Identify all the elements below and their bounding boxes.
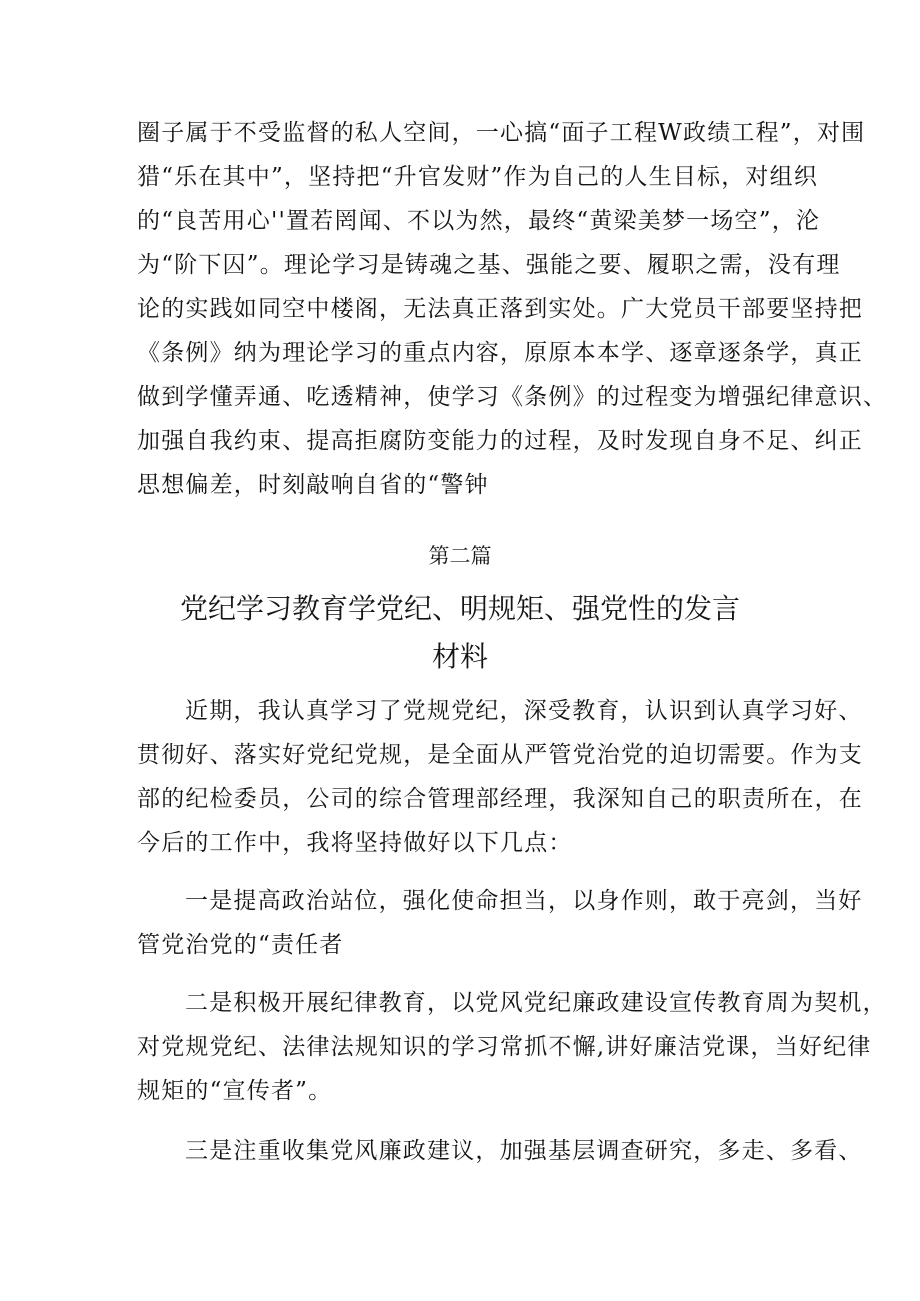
paragraph-line: 猎“乐在其中”，坚持把“升官发财”作为自己的人生目标，对组织: [137, 164, 819, 190]
title-line: 材料: [431, 640, 488, 673]
paragraph-line: 加强自我约束、提高拒腐防变能力的过程，及时发现自身不足、纠正: [137, 428, 863, 454]
paragraph-line: 做到学懂弄通、吃透精神，使学习《条例》的过程变为增强纪律意识、: [137, 384, 888, 410]
paragraph-line: 部的纪检委员，公司的综合管理部经理，我深知自己的职责所在，在: [137, 786, 863, 812]
paragraph-line: 今后的工作中，我将坚持做好以下几点：: [137, 830, 573, 856]
paragraph-line: 管党治党的“责任者: [137, 932, 344, 958]
paragraph-line: 论的实践如同空中楼阁，无法真正落到实处。广大党员干部要坚持把: [137, 296, 863, 322]
paragraph-line: 《条例》纳为理论学习的重点内容，原原本本学、逐章逐条学，真正: [137, 340, 863, 366]
paragraph-line: 思想偏差，时刻敲响自省的“警钟: [137, 472, 489, 498]
title-line: 党纪学习教育学党纪、明规矩、强党性的发言: [179, 592, 740, 625]
section-label: 第二篇: [428, 544, 492, 568]
paragraph-line: 圈子属于不受监督的私人空间，一心搞“面子工程W政绩工程”，对围: [137, 120, 866, 146]
paragraph-line: 一是提高政治站位，强化使命担当，以身作则，敢于亮剑，当好: [185, 888, 863, 914]
paragraph-line: 的“良苦用心''置若罔闻、不以为然，最终“黄梁美梦一场空”，沦: [137, 208, 821, 234]
paragraph-line: 近期，我认真学习了党规党纪，深受教育，认识到认真学习好、: [185, 698, 863, 724]
document-title: [160, 585, 760, 681]
paragraph-line: 三是注重收集党风廉政建议，加强基层调查研究，多走、多看、: [185, 1138, 863, 1164]
paragraph-line: 二是积极开展纪律教育，以党风党纪廉政建设宣传教育周为契机，: [185, 990, 887, 1016]
paragraph-line: 贯彻好、落实好党纪党规，是全面从严管党治党的迫切需要。作为支: [137, 742, 863, 768]
paragraph-line: 规矩的“宣传者”。: [137, 1078, 333, 1104]
paragraph-line: 为“阶下囚”。理论学习是铸魂之基、强能之要、履职之需，没有理: [137, 252, 841, 278]
paragraph-line: 对党规党纪、法律法规知识的学习常抓不懈,讲好廉洁党课，当好纪律: [137, 1034, 872, 1060]
